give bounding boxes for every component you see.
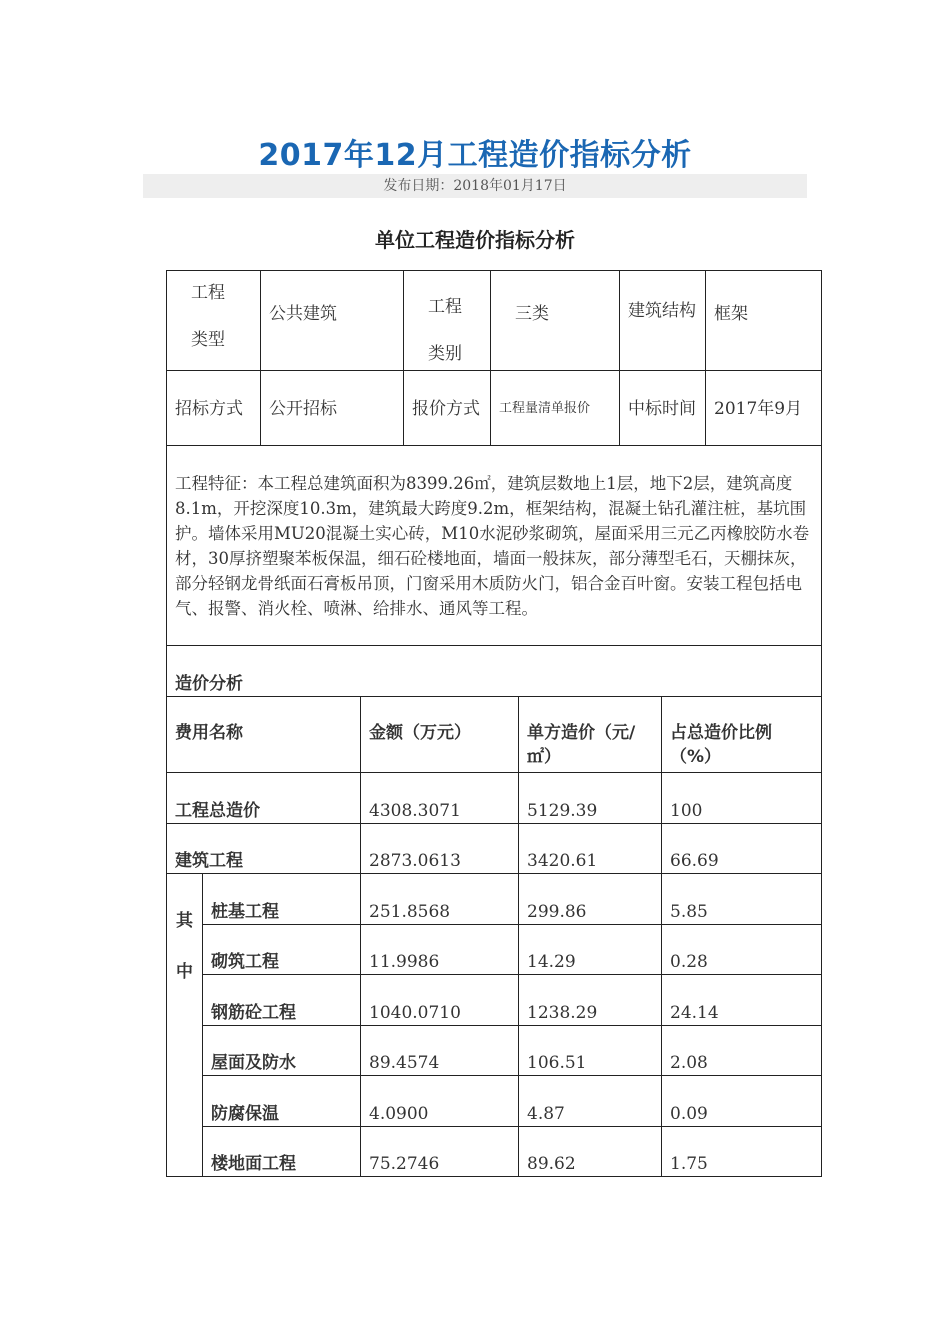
row-unit-cost: 106.51 — [519, 1025, 662, 1076]
page-title: 2017年12月工程造价指标分析 — [258, 138, 692, 173]
table-row — [167, 924, 822, 975]
header-percent: 占总造价比例（%） — [662, 697, 822, 773]
row-amount: 1040.0710 — [361, 975, 519, 1026]
publish-date: 发布日期：2018年01月17日 — [143, 174, 807, 198]
cost-section-title: 造价分析 — [167, 646, 822, 697]
row-amount: 4308.3071 — [361, 773, 519, 824]
table-row — [167, 975, 822, 1026]
row-name: 楼地面工程 — [203, 1126, 361, 1177]
row-name: 建筑工程 — [167, 823, 361, 874]
project-type-label-line2: 类型 — [191, 330, 225, 350]
table-row — [167, 1126, 822, 1177]
row-unit-cost: 14.29 — [519, 924, 662, 975]
quote-label: 报价方式 — [404, 371, 491, 446]
project-type-label-line1: 工程 — [191, 283, 225, 303]
bidding-label: 招标方式 — [167, 371, 261, 446]
info-row-bidding — [167, 371, 822, 446]
row-name: 钢筋砼工程 — [203, 975, 361, 1026]
row-name: 桩基工程 — [203, 874, 361, 925]
row-name: 屋面及防水 — [203, 1025, 361, 1076]
info-row-features — [167, 446, 822, 646]
info-row-type — [167, 271, 822, 371]
row-amount: 4.0900 — [361, 1076, 519, 1127]
cost-analysis-table — [166, 645, 822, 1177]
row-name: 砌筑工程 — [203, 924, 361, 975]
award-value: 2017年9月 — [706, 371, 822, 446]
table-row — [167, 874, 822, 925]
row-unit-cost: 1238.29 — [519, 975, 662, 1026]
row-percent: 24.14 — [662, 975, 822, 1026]
project-info-table — [166, 270, 822, 646]
header-amount: 金额（万元） — [361, 697, 519, 773]
row-unit-cost: 89.62 — [519, 1126, 662, 1177]
row-amount: 89.4574 — [361, 1025, 519, 1076]
cost-section-row — [167, 646, 822, 697]
row-unit-cost: 3420.61 — [519, 823, 662, 874]
row-amount: 75.2746 — [361, 1126, 519, 1177]
row-unit-cost: 299.86 — [519, 874, 662, 925]
structure-value: 框架 — [706, 271, 822, 371]
row-amount: 11.9986 — [361, 924, 519, 975]
project-type-value: 公共建筑 — [261, 271, 404, 371]
row-unit-cost: 5129.39 — [519, 773, 662, 824]
row-name: 工程总造价 — [167, 773, 361, 824]
project-type-label — [167, 271, 261, 371]
bidding-value: 公开招标 — [261, 371, 404, 446]
project-class-label — [404, 271, 491, 371]
row-percent: 66.69 — [662, 823, 822, 874]
table-row — [167, 773, 822, 824]
cost-header-row — [167, 697, 822, 773]
row-percent: 0.09 — [662, 1076, 822, 1127]
row-percent: 1.75 — [662, 1126, 822, 1177]
row-amount: 251.8568 — [361, 874, 519, 925]
table-row — [167, 823, 822, 874]
structure-label: 建筑结构 — [620, 271, 706, 371]
header-unit-cost: 单方造价（元/㎡） — [519, 697, 662, 773]
project-features: 工程特征：本工程总建筑面积为8399.26㎡，建筑层数地上1层，地下2层，建筑高度8.1m，开挖深度10.3m，建筑最大跨度9.2m，框架结构，混凝土钻孔灌注桩，基坑围护。墙体采用MU20混凝土实心砖，M10水泥砂浆砌筑，屋面采用三元乙丙橡胶防水卷材，30厚挤塑聚苯板保温，细石砼楼地面，墙面一般抹灰，部分薄型毛石，天棚抹灰，部分轻钢龙骨纸面石膏板吊顶，门窗采用木质防火门，铝合金百叶窗。安装工程包括电气、报警、消火栓、喷淋、给排水、通风等工程。 — [167, 446, 822, 646]
table-row — [167, 1025, 822, 1076]
sub-items-label-line1: 其 — [176, 911, 193, 931]
row-amount: 2873.0613 — [361, 823, 519, 874]
sub-items-label-line2: 中 — [176, 962, 193, 982]
row-name: 防腐保温 — [203, 1076, 361, 1127]
quote-value: 工程量清单报价 — [491, 371, 620, 446]
row-percent: 5.85 — [662, 874, 822, 925]
row-percent: 100 — [662, 773, 822, 824]
project-class-label-line2: 类别 — [428, 344, 462, 364]
section-subtitle: 单位工程造价指标分析 — [375, 228, 575, 252]
table-row — [167, 1076, 822, 1127]
row-percent: 0.28 — [662, 924, 822, 975]
row-unit-cost: 4.87 — [519, 1076, 662, 1127]
row-percent: 2.08 — [662, 1025, 822, 1076]
award-label: 中标时间 — [620, 371, 706, 446]
project-class-label-line1: 工程 — [428, 297, 462, 317]
sub-items-label — [167, 874, 203, 1177]
project-class-value: 三类 — [491, 271, 620, 371]
header-name: 费用名称 — [167, 697, 361, 773]
